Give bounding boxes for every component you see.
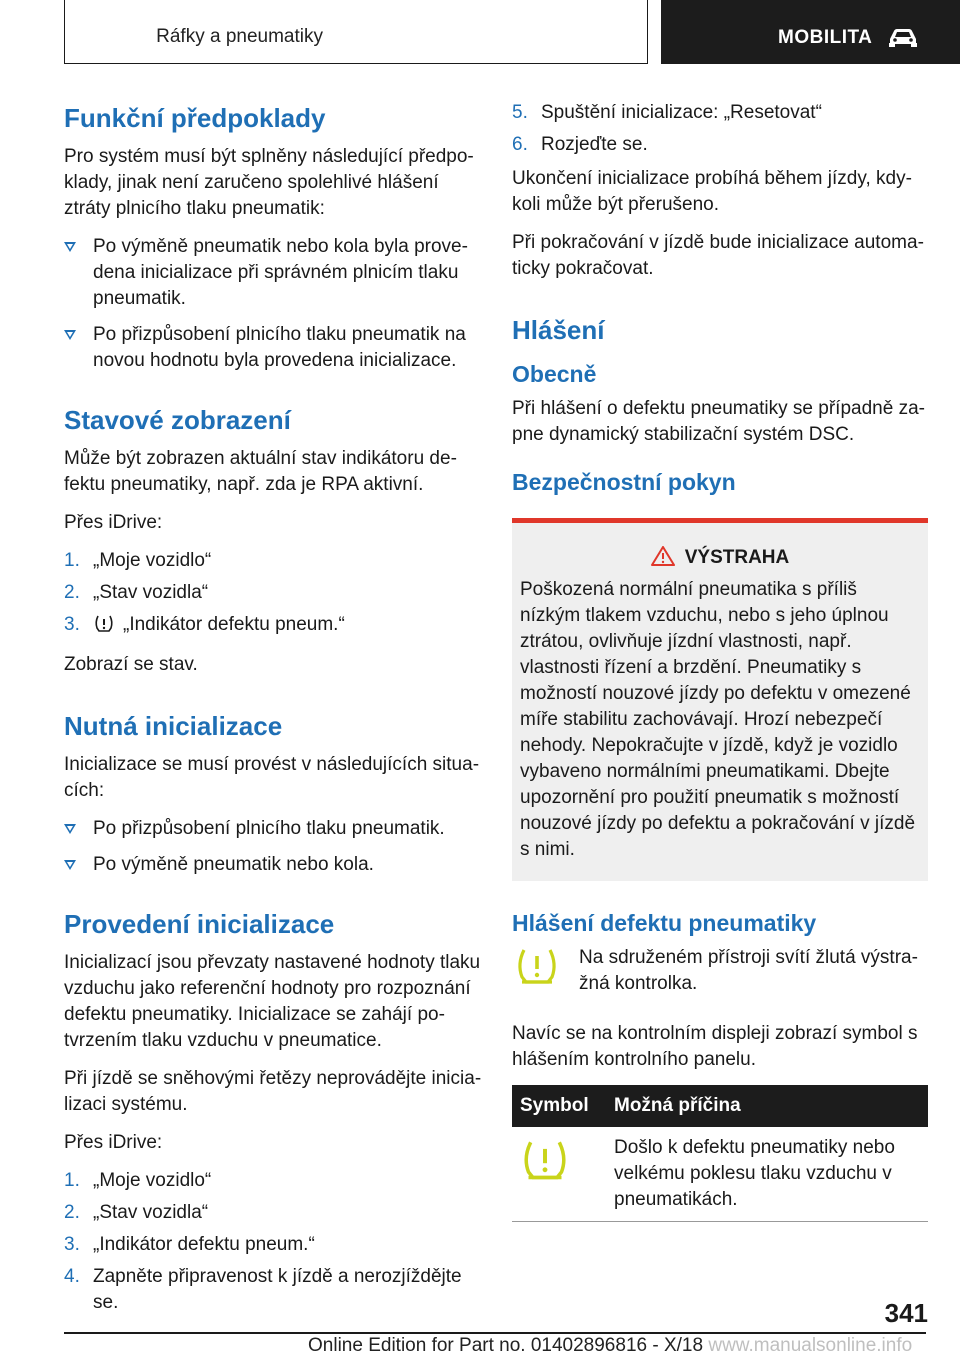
display-text: Navíc se na kontrolním displeji zobrazí symbol s hlášením kontrolního panelu.	[512, 1023, 918, 1070]
watermark-url: www.manualsonline.info	[708, 1335, 913, 1356]
heading-status-display: Stavové zobrazení	[64, 405, 291, 435]
chapter-tab	[661, 0, 960, 64]
indicator-text: Na sdruženém přístroji svítí žlutá výstražná kontrolka.	[579, 947, 918, 994]
list-item: 1. „Moje vozidlo“	[64, 1170, 212, 1191]
list-item: Po výměně pneumatik nebo kola byla provedena inicializace při správném plnicím tlaku pneumatik.	[64, 234, 484, 312]
list-item: 1. „Moje vozidlo“	[64, 550, 212, 571]
car-icon	[887, 27, 919, 52]
status-result-text: Zobrazí se stav.	[64, 654, 198, 675]
footer-text	[308, 1335, 912, 1357]
list-item: Po výměně pneumatik nebo kola.	[64, 852, 484, 878]
bullet-triangle-icon	[64, 860, 76, 870]
list-item: Po přizpůsobení plnicího tlaku pneumatik na novou hodnotu byla provedena inicializace.	[64, 322, 484, 374]
init-continue-text: Při pokračování v jízdě bude inicializace automaticky pokračovat.	[512, 232, 924, 279]
indicator-paragraph	[512, 945, 928, 1005]
bullet-triangle-icon	[64, 330, 76, 340]
header-frame	[64, 0, 648, 64]
heading-general: Obecně	[512, 361, 597, 387]
status-display-text: Může být zobrazen aktuální stav indikátoru defektu pneumatiky, např. zda je RPA aktivní.	[64, 448, 457, 495]
bullet-triangle-icon	[64, 824, 76, 834]
heading-prerequisites: Funkční předpoklady	[64, 103, 326, 133]
symbol-table	[512, 1085, 928, 1222]
list-item: 6. Rozjeďte se.	[512, 134, 648, 155]
bullet-triangle-icon	[64, 242, 76, 252]
heading-defect-message: Hlášení defektu pneumatiky	[512, 910, 817, 936]
general-text: Při hlášení o defektu pneumatiky se případně zapne dynamický stabilizační systém DSC.	[512, 398, 925, 445]
warning-box	[512, 518, 928, 881]
footer-divider	[64, 1332, 926, 1334]
heading-perform-init: Provedení inicializace	[64, 909, 335, 939]
table-row	[512, 1127, 928, 1222]
perform-init-text: Inicializací jsou převzaty nastavené hodnoty tlaku vzduchu jako referenční hodnoty pro rozpoznání defektu pneumatiky. Inicializace se zahájí potvrzením tlaku vzduchu v pneumatice.	[64, 952, 481, 1051]
header-section-title: Ráfky a pneumatiky	[156, 26, 323, 47]
list-item: 5. Spuštění inicializace: „Resetovat“	[512, 102, 822, 123]
init-end-text: Ukončení inicializace probíhá během jízdy, kdykoli může být přerušeno.	[512, 168, 912, 215]
warning-title: VÝSTRAHA	[520, 545, 920, 571]
cause-cell: Došlo k defektu pneumatiky nebo velkému poklesu tlaku vzduchu v pneumatikách.	[606, 1127, 928, 1222]
tire-pressure-warning-icon	[520, 1167, 570, 1188]
heading-required-init: Nutná inicializace	[64, 711, 283, 741]
chapter-label: MOBILITA	[778, 27, 873, 48]
tire-pressure-warning-icon	[515, 947, 559, 992]
heading-messages: Hlášení	[512, 315, 605, 345]
warning-text: Poškozená normální pneumatika s příliš nízkým tlakem vzduchu, nebo s jeho úplnou ztrátou, ovlivňuje jízdní vlastnosti, např. vlastnosti řízení a brzdění. Pneumatiky s možností nouzové jízdy po defektu v omezené míře stabilitu zachovávají. Hrozí nebezpečí nehody. Nepokračujte v jízdě, když je vozidlo vybaveno normálními pneumatikami. Dbejte upozornění pro použití pneumatik s možností nouzové jízdy po defektu a pokračování v jízdě s nimi.	[520, 579, 916, 860]
left-column	[64, 100, 484, 1322]
required-init-text: Inicializace se musí provést v následujících situacích:	[64, 754, 480, 801]
right-column	[512, 100, 928, 1222]
via-idrive-text: Přes iDrive:	[64, 512, 163, 533]
page-number: 341	[884, 1298, 928, 1328]
list-item: 3. „Indikátor defektu pneum.“	[64, 612, 484, 642]
list-item: 2. „Stav vozidla“	[64, 1202, 209, 1223]
snow-chains-text: Při jízdě se sněhovými řetězy neprovádějte inicializaci systému.	[64, 1068, 482, 1115]
prerequisites-text: Pro systém musí být splněny následující předpoklady, jinak není zaručeno spolehlivé hlášení ztráty plnicího tlaku pneumatik:	[64, 146, 474, 219]
warning-triangle-icon	[651, 546, 675, 566]
list-item: 3. „Indikátor defektu pneum.“	[64, 1234, 315, 1255]
list-item: Po přizpůsobení plnicího tlaku pneumatik.	[64, 816, 484, 842]
symbol-cell	[512, 1127, 606, 1222]
table-header-cause: Možná příčina	[606, 1085, 928, 1127]
via-idrive-text: Přes iDrive:	[64, 1132, 163, 1153]
list-item: 4. Zapněte připravenost k jízdě a nerozjíždějte se.	[64, 1266, 462, 1313]
list-item: 2. „Stav vozidla“	[64, 582, 209, 603]
table-header-symbol: Symbol	[512, 1085, 606, 1127]
tire-pressure-icon	[93, 614, 115, 642]
edition-text: Online Edition for Part no. 01402896816 - X/18	[308, 1335, 704, 1356]
heading-safety: Bezpečnostní pokyn	[512, 469, 736, 495]
